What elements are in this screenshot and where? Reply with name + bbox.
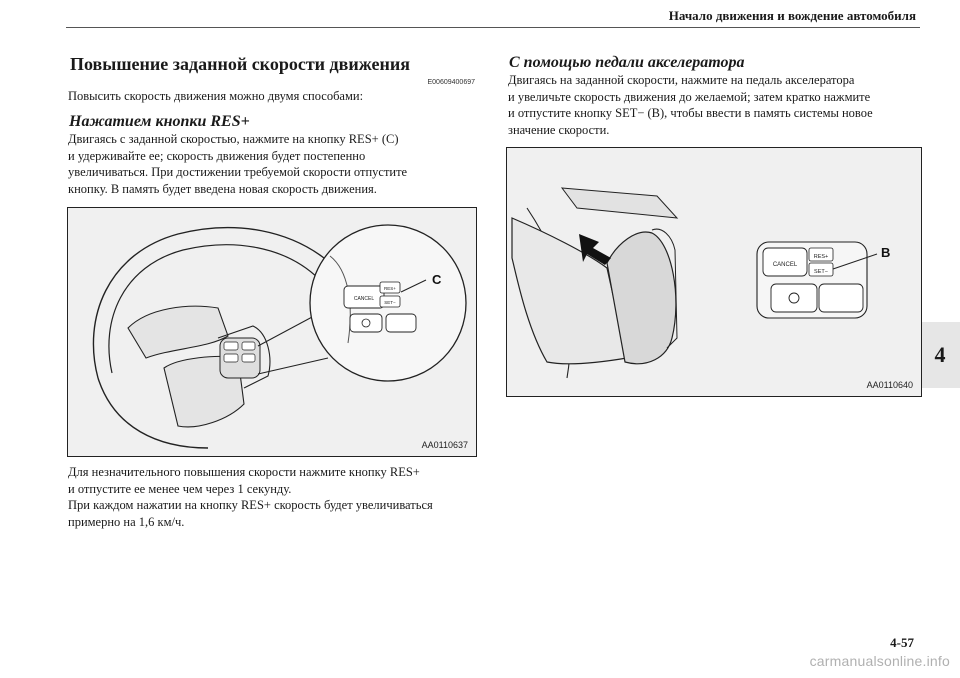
- paragraph-line: Двигаясь на заданной скорости, нажмите на педаль акселератора: [508, 73, 855, 87]
- paragraph-line: Для незначительного повышения скорости нажмите кнопку RES+: [68, 465, 420, 479]
- callout-b: B: [881, 245, 891, 260]
- paragraph-line: и отпустите ее менее чем через 1 секунду.: [68, 481, 292, 496]
- figure-accelerator-pedal: [506, 147, 922, 397]
- subtitle-res-button: Нажатием кнопки RES+: [69, 113, 250, 130]
- paragraph-line: и увеличьте скорость движения до желаемой; затем кратко нажмите: [508, 89, 871, 104]
- paragraph-line: увеличиваться. При достижении требуемой скорости отпустите: [68, 165, 408, 179]
- paragraph-line: кнопку. В память будет введена новая скорость движения.: [68, 181, 377, 196]
- figure-steering-wheel: [67, 207, 477, 457]
- chapter-tab-number: 4: [934, 342, 946, 367]
- paragraph-line: примерно на 1,6 км/ч.: [68, 514, 185, 529]
- paragraph-accelerator: [508, 72, 922, 138]
- paragraph-line: и отпустите кнопку SET− (B), чтобы ввести в память системы новое: [508, 106, 873, 120]
- subtitle-accelerator: С помощью педали акселератора: [509, 54, 745, 71]
- page-number: 4-57: [890, 635, 914, 650]
- section-title: Повышение заданной скорости движения: [70, 54, 411, 74]
- callout-c: C: [432, 272, 442, 287]
- paragraph-line: и удерживайте ее; скорость движения будет постепенно: [68, 148, 366, 163]
- pedal-illustration: [507, 148, 921, 396]
- paragraph-line: При каждом нажатии на кнопку RES+ скорость будет увеличиваться: [68, 498, 433, 512]
- paragraph-res-button: [68, 131, 478, 197]
- set-button-label: SET−: [384, 300, 396, 305]
- figure-code: AA0110637: [421, 440, 468, 450]
- figure-code: AA0110640: [866, 380, 913, 390]
- watermark: carmanualsonline.info: [809, 653, 950, 669]
- chapter-title: Начало движения и вождение автомобиля: [668, 8, 916, 23]
- cancel-button-label: CANCEL: [353, 296, 375, 302]
- res-button-label: RES+: [384, 286, 396, 291]
- paragraph-res-short-press: [68, 464, 478, 530]
- res-button-label: RES+: [813, 254, 829, 260]
- cancel-button-label: CANCEL: [772, 262, 798, 268]
- intro-text: Повысить скорость движения можно двумя способами:: [68, 89, 364, 103]
- chapter-tab: [919, 322, 960, 388]
- set-button-label: SET−: [814, 269, 828, 275]
- steering-wheel-illustration: [68, 208, 476, 456]
- doc-code: E00609400697: [427, 79, 475, 86]
- paragraph-line: Двигаясь с заданной скоростью, нажмите на кнопку RES+ (C): [68, 132, 399, 146]
- header-rule: [66, 27, 920, 28]
- paragraph-line: значение скорости.: [508, 122, 610, 137]
